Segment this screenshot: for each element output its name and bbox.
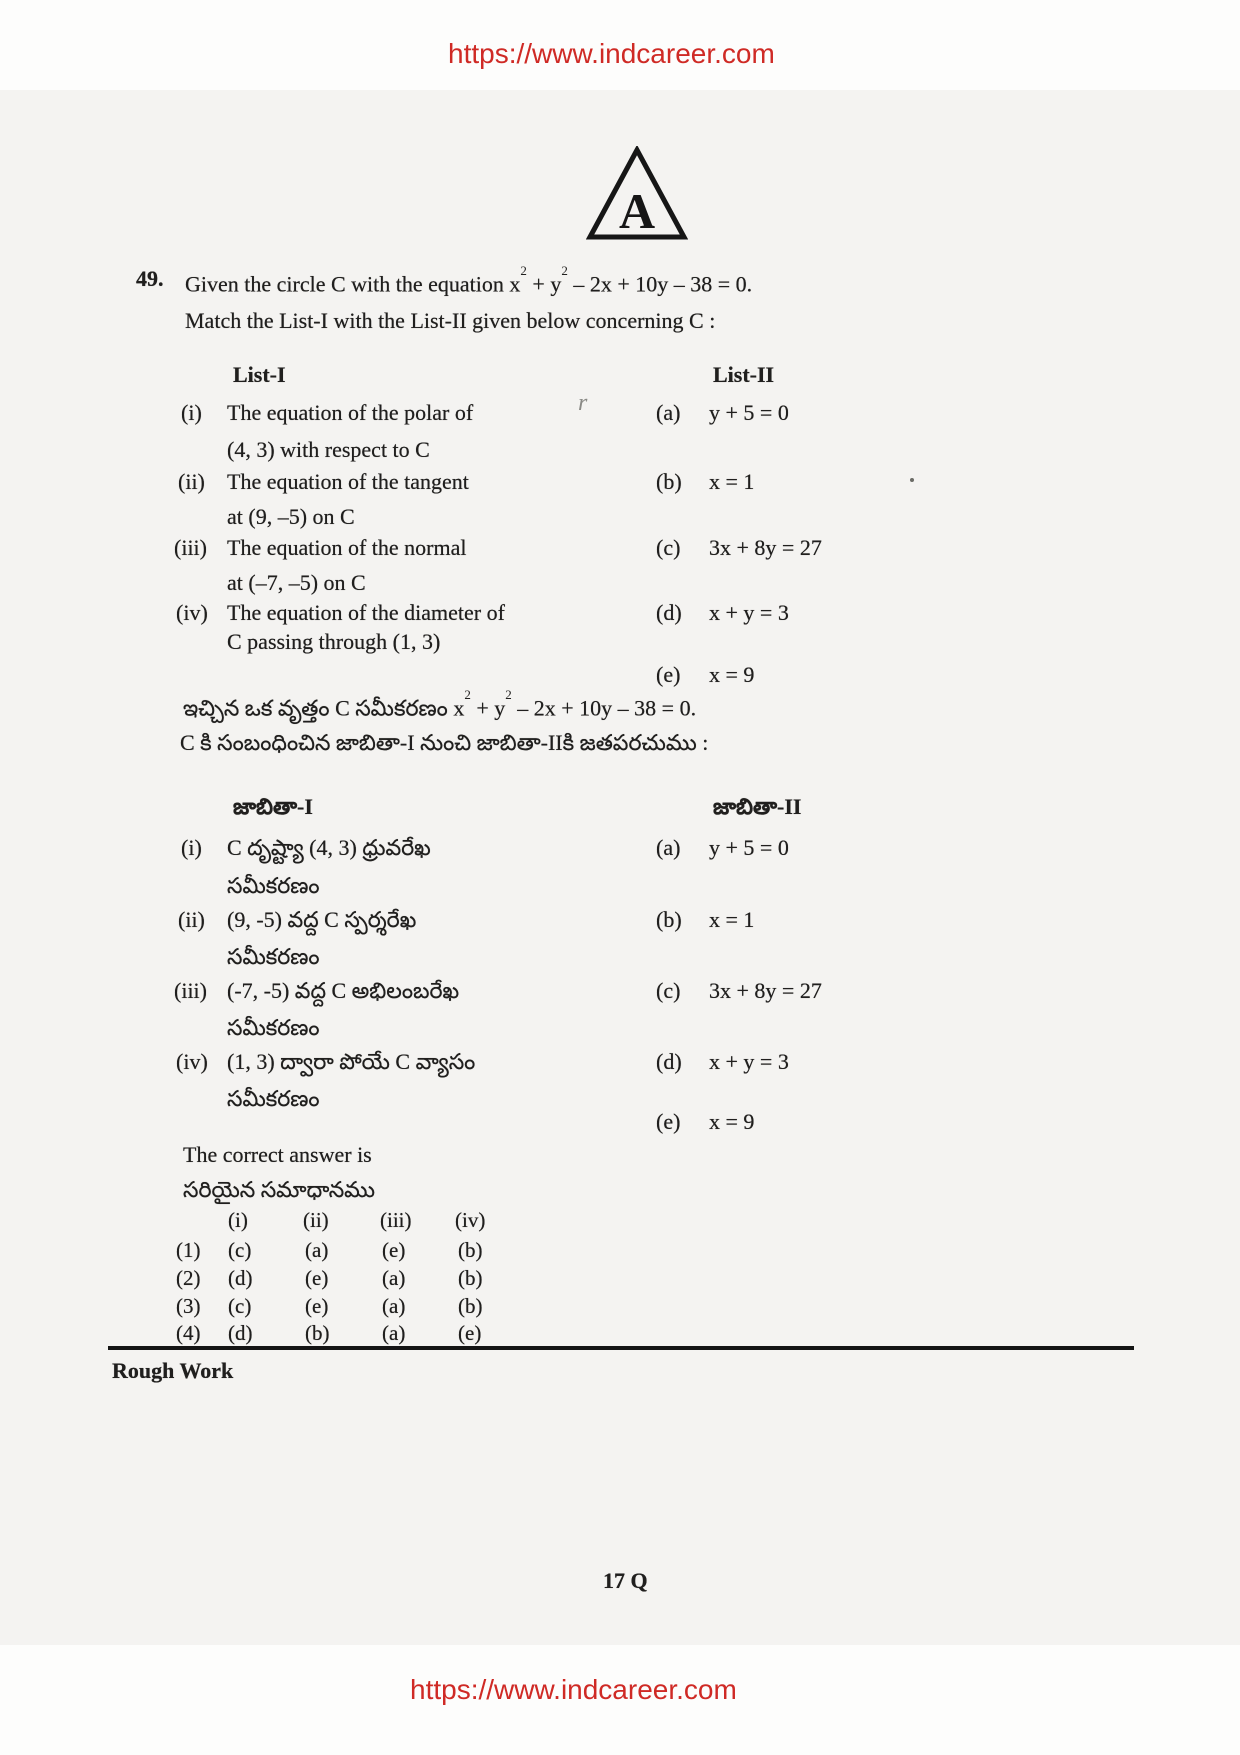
list-item-text: (1, 3) ద్వారా పోయే C వ్యాసం <box>227 1049 476 1074</box>
answer-cell: (e) <box>305 1294 329 1318</box>
watermark-url-top: https://www.indcareer.com <box>448 38 775 69</box>
ink-dot <box>910 478 914 482</box>
option-label: (e) <box>656 1109 681 1134</box>
list-item-text: సమీకరణం <box>227 1086 320 1111</box>
list-item-text: The equation of the diameter of <box>227 600 505 625</box>
answer-col-header: (i) <box>228 1208 248 1232</box>
list-item-text: at (9, –5) on C <box>227 504 355 529</box>
list-item-text: (4, 3) with respect to C <box>227 437 430 462</box>
option-value: y + 5 = 0 <box>709 400 789 425</box>
list-item-text: సమీకరణం <box>227 873 320 898</box>
option-value: x = 9 <box>709 662 755 687</box>
answer-cell: (c) <box>228 1294 252 1318</box>
option-value: y + 5 = 0 <box>709 835 789 860</box>
answer-col-header: (iv) <box>455 1208 486 1232</box>
answer-cell: (e) <box>458 1321 482 1345</box>
stray-pen-mark: r <box>578 390 588 416</box>
answer-cell: (b) <box>458 1238 483 1262</box>
set-letter: A <box>618 183 656 239</box>
option-label: (d) <box>656 1049 682 1074</box>
list-item-text: The equation of the tangent <box>227 469 469 494</box>
list-item-num: (iv) <box>176 600 208 625</box>
list2-header-en: List-II <box>713 362 775 387</box>
answer-cell: (b) <box>305 1321 330 1345</box>
option-value: x + y = 3 <box>709 600 789 625</box>
question-line2: Match the List-I with the List-II given below concerning C : <box>185 308 716 333</box>
answer-cell: (b) <box>458 1294 483 1318</box>
list-item-num: (iii) <box>174 978 207 1003</box>
watermark-url-bottom: https://www.indcareer.com <box>410 1674 737 1705</box>
correct-answer-prompt-te: సరియైన సమాధానము <box>183 1177 376 1202</box>
option-label: (d) <box>656 600 682 625</box>
rough-work-label: Rough Work <box>112 1358 234 1383</box>
option-value: x = 1 <box>709 907 755 932</box>
answer-row-label: (1) <box>176 1238 201 1262</box>
option-value: 3x + 8y = 27 <box>709 978 822 1003</box>
option-value: x = 9 <box>709 1109 755 1134</box>
set-a-logo <box>586 146 688 242</box>
answer-cell: (a) <box>305 1238 329 1262</box>
option-value: x + y = 3 <box>709 1049 789 1074</box>
answer-col-header: (iii) <box>380 1208 412 1232</box>
answer-cell: (e) <box>382 1238 406 1262</box>
list-item-num: (ii) <box>178 907 205 932</box>
option-label: (b) <box>656 469 682 494</box>
list-item-num: (iii) <box>174 535 207 560</box>
list2-header-te: జాబితా-II <box>713 794 802 819</box>
answer-row-label: (2) <box>176 1266 201 1290</box>
telugu-intro-line1: ఇచ్చిన ఒక వృత్తం C సమీకరణం $x^2 + y^2 - 2x + 10y - 38 = 0$. <box>183 687 697 721</box>
option-label: (e) <box>656 662 681 687</box>
answer-cell: (b) <box>458 1266 483 1290</box>
list-item-text: (9, -5) వద్ద C స్పర్శరేఖ <box>227 907 417 932</box>
question-line1: Given the circle C with the equation $x^2 + y^2 - 2x + 10y - 38 = 0$. <box>185 263 753 297</box>
option-value: x = 1 <box>709 469 755 494</box>
option-label: (b) <box>656 907 682 932</box>
question-number: 49. <box>136 266 164 291</box>
list-item-text: at (–7, –5) on C <box>227 570 366 595</box>
answer-cell: (d) <box>228 1321 253 1345</box>
answer-col-header: (ii) <box>303 1208 329 1232</box>
option-label: (c) <box>656 978 681 1003</box>
section-divider <box>108 1346 1134 1350</box>
option-label: (a) <box>656 400 681 425</box>
answer-row-label: (3) <box>176 1294 201 1318</box>
answer-row-label: (4) <box>176 1321 201 1345</box>
answer-cell: (c) <box>228 1238 252 1262</box>
page-number: 17 Q <box>603 1568 648 1593</box>
list-item-num: (i) <box>181 400 202 425</box>
answer-cell: (a) <box>382 1321 406 1345</box>
correct-answer-prompt-en: The correct answer is <box>183 1142 372 1167</box>
list-item-text: C దృష్ట్యా (4, 3) ధ్రువరేఖ <box>227 835 431 860</box>
option-label: (c) <box>656 535 681 560</box>
list-item-text: The equation of the normal <box>227 535 467 560</box>
list-item-text: (-7, -5) వద్ద C అభిలంబరేఖ <box>227 978 460 1003</box>
telugu-intro-line2: C కి సంబంధించిన జాబితా-I నుంచి జాబితా-IIకి జతపరచుము : <box>180 730 709 755</box>
list-item-num: (iv) <box>176 1049 208 1074</box>
answer-cell: (e) <box>305 1266 329 1290</box>
list-item-num: (ii) <box>178 469 205 494</box>
answer-cell: (d) <box>228 1266 253 1290</box>
option-label: (a) <box>656 835 681 860</box>
answer-cell: (a) <box>382 1294 406 1318</box>
option-value: 3x + 8y = 27 <box>709 535 822 560</box>
list-item-num: (i) <box>181 835 202 860</box>
list-item-text: C passing through (1, 3) <box>227 629 441 654</box>
list-item-text: సమీకరణం <box>227 1015 320 1040</box>
list-item-text: సమీకరణం <box>227 944 320 969</box>
list-item-text: The equation of the polar of <box>227 400 474 425</box>
answer-cell: (a) <box>382 1266 406 1290</box>
list1-header-en: List-I <box>233 362 286 387</box>
list1-header-te: జాబితా-I <box>233 794 313 819</box>
